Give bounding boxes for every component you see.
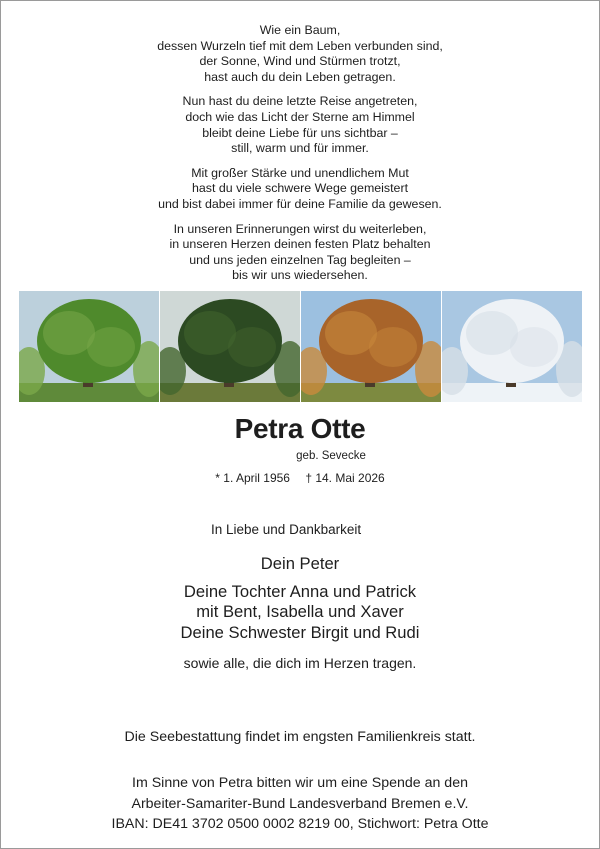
poem [1, 23, 599, 293]
poem-stanza [1, 222, 599, 284]
life-dates [1, 471, 599, 485]
four-seasons-tree-strip [19, 291, 582, 402]
poem-stanza [1, 94, 599, 156]
poem-line: bis wir uns wiedersehen. [232, 268, 368, 283]
poem-line: und uns jeden einzelnen Tag begleiten – [189, 252, 411, 267]
others-line: sowie alle, die dich im Herzen tragen. [183, 655, 417, 671]
death-date: † 14. Mai 2026 [305, 471, 385, 485]
poem-line: In unseren Erinnerungen wirst du weiterleben, [173, 221, 427, 236]
poem-line: dessen Wurzeln tief mit dem Leben verbunden sind, [157, 38, 443, 53]
poem-line: hast du viele schwere Wege gemeistert [191, 181, 409, 196]
poem-line: Nun hast du deine letzte Reise angetreten, [182, 94, 418, 109]
poem-stanza [1, 166, 599, 213]
poem-line: hast auch du dein Leben getragen. [204, 69, 396, 84]
summer-tree-photo [160, 291, 300, 402]
poem-line: still, warm und für immer. [231, 141, 369, 156]
closing-intro: In Liebe und Dankbarkeit [211, 522, 362, 537]
mourner-line: Deine Schwester Birgit und Rudi [180, 622, 420, 642]
donation-line: Im Sinne von Petra bitten wir um eine Spende an den [132, 775, 468, 791]
poem-line: Wie ein Baum, [259, 23, 341, 37]
first-mourner: Dein Peter [260, 554, 340, 573]
poem-line: in unseren Herzen deinen festen Platz behalten [169, 237, 431, 252]
birth-name: geb. Sevecke [296, 450, 366, 462]
mourner-line: mit Bent, Isabella und Xaver [196, 602, 404, 621]
winter-tree-photo [442, 291, 582, 402]
autumn-tree-photo [301, 291, 441, 402]
deceased-name: Petra Otte [234, 413, 366, 444]
poem-line: und bist dabei immer für deine Familie da gewesen. [158, 196, 442, 211]
poem-line: der Sonne, Wind und Stürmen trotzt, [199, 54, 401, 69]
donation-note [1, 773, 599, 835]
poem-line: doch wie das Licht der Sterne am Himmel [185, 109, 415, 124]
spring-tree-photo [19, 291, 159, 402]
burial-note: Die Seebestattung findet im engsten Familienkreis statt. [124, 729, 476, 745]
poem-line: Mit großer Stärke und unendlichem Mut [191, 165, 409, 180]
birth-date: * 1. April 1956 [215, 471, 290, 485]
poem-stanza [1, 23, 599, 85]
mourner-line: Deine Tochter Anna und Patrick [183, 581, 417, 601]
donation-line: IBAN: DE41 3702 0500 0002 8219 00, Stichwort: Petra Otte [111, 816, 489, 832]
donation-line: Arbeiter-Samariter-Bund Landesverband Bremen e.V. [131, 795, 469, 812]
mourners-list [1, 554, 599, 643]
poem-line: bleibt deine Liebe für uns sichtbar – [202, 125, 398, 140]
